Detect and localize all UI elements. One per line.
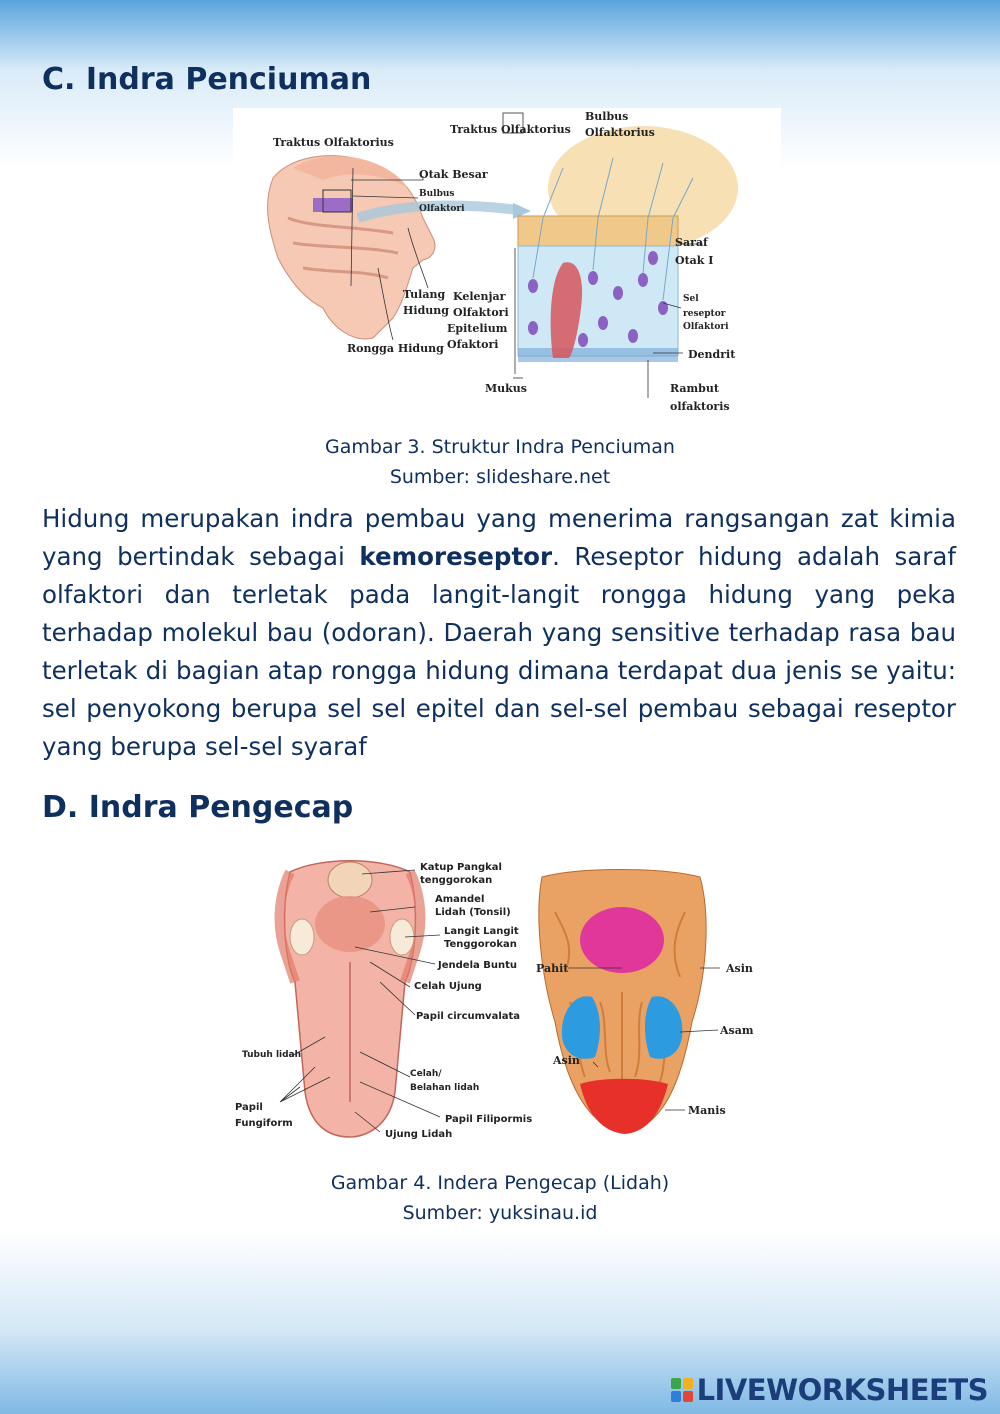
label-papil-fung-2: Fungiform: [235, 1118, 293, 1129]
label-kelenjar-2: Olfaktori: [453, 306, 509, 319]
label-katup-1: Katup Pangkal: [420, 862, 502, 873]
label-pahit: Pahit: [536, 962, 569, 975]
tongue-figure: [230, 852, 770, 1144]
label-epitel-1: Epitelium: [447, 322, 508, 335]
lingual-tonsil: [315, 896, 385, 952]
label-manis: Manis: [688, 1104, 726, 1117]
label-amandel-1: Amandel: [435, 894, 485, 905]
section-c-heading: C. Indra Penciuman: [42, 62, 372, 97]
liveworksheets-logo[interactable]: [671, 1372, 988, 1408]
olfactory-figure: [233, 108, 781, 418]
label-tulang-1: Tulang: [403, 288, 446, 301]
label-saraf-2: Otak I: [675, 254, 714, 267]
label-dendrit: Dendrit: [688, 348, 736, 361]
label-traktus-top: Traktus Olfaktorius: [450, 123, 571, 136]
epiglottis: [328, 862, 372, 898]
label-mukus: Mukus: [485, 382, 527, 395]
figure-3-caption: [0, 432, 1000, 492]
label-sel-3: Olfaktori: [683, 322, 729, 332]
paragraph-text-end: . Reseptor hidung adalah saraf olfaktori dan terletak pada langit-langit rongga hidung yang peka terhadap molekul bau (odoran). Daerah yang sensitive terhadap rasa bau terletak di bagian atap rongga hidung dimana terdapat dua jenis se yaitu: sel penyokong berupa sel sel epitel dan sel-sel pembau sebagai reseptor yang berupa sel-sel syaraf: [42, 542, 956, 761]
logo-icon: [671, 1378, 693, 1402]
olfactory-diagram: [233, 108, 781, 418]
label-sel-1: Sel: [683, 294, 699, 304]
label-bulbus-2: Olfaktori: [419, 204, 465, 214]
zone-manis: [580, 1079, 668, 1134]
label-papil-circ: Papil circumvalata: [416, 1011, 521, 1022]
label-katup-2: tenggorokan: [420, 875, 493, 886]
label-langit-2: Tenggorokan: [444, 939, 517, 950]
label-tulang-2: Hidung: [403, 304, 449, 317]
label-traktus-left: Traktus Olfaktorius: [273, 136, 394, 149]
label-rongga: Rongga Hidung: [347, 342, 444, 355]
palatine-tonsil-left: [290, 919, 314, 955]
label-saraf-1: Saraf: [675, 236, 708, 249]
label-bulbus-top-1: Bulbus: [585, 110, 629, 123]
label-kelenjar-1: Kelenjar: [453, 290, 506, 303]
paragraph-text-start: Hidung merupakan indra pembau yang menerima rangsangan zat kimia yang bertindak sebagai: [42, 504, 956, 571]
label-celah-ujung: Celah Ujung: [414, 981, 482, 992]
section-c-paragraph: [42, 500, 956, 766]
label-rambut-1: Rambut: [670, 382, 719, 395]
label-sel-2: reseptor: [683, 309, 726, 319]
tongue-diagram: [230, 852, 770, 1144]
label-jendela: Jendela Buntu: [438, 960, 517, 971]
label-amandel-2: Lidah (Tonsil): [435, 907, 511, 918]
label-ujung: Ujung Lidah: [385, 1129, 453, 1140]
figure-4-source: Sumber: yuksinau.id: [402, 1202, 598, 1224]
label-rambut-2: olfaktoris: [670, 400, 730, 413]
figure-3-source: Sumber: slideshare.net: [389, 466, 611, 488]
mucus-layer: [518, 348, 678, 362]
label-bulbus-top-2: Olfaktorius: [585, 126, 655, 139]
label-papil-fung-1: Papil: [235, 1102, 263, 1113]
figure-4-caption: [0, 1168, 1000, 1228]
label-celah-1: Celah/: [410, 1069, 442, 1079]
figure-4-title: Gambar 4. Indera Pengecap (Lidah): [330, 1172, 670, 1194]
olfactory-bulb-marker: [313, 198, 353, 212]
label-tubuh: Tubuh lidah: [242, 1050, 302, 1060]
label-epitel-2: Ofaktori: [447, 338, 499, 351]
label-bulbus-1: Bulbus: [419, 189, 455, 199]
label-asam: Asam: [720, 1024, 754, 1037]
logo-text: LIVEWORKSHEETS: [696, 1373, 988, 1407]
label-asin-right: Asin: [726, 962, 753, 975]
label-langit-1: Langit Langit: [444, 926, 519, 937]
label-otak-besar: Otak Besar: [419, 168, 488, 181]
label-asin-left: Asin: [553, 1054, 580, 1067]
label-celah-2: Belahan lidah: [410, 1083, 480, 1093]
section-d-heading: D. Indra Pengecap: [42, 790, 354, 825]
figure-3-title: Gambar 3. Struktur Indra Penciuman: [325, 436, 675, 458]
paragraph-keyword: kemoreseptor: [359, 542, 553, 571]
label-papil-fili: Papil Filipormis: [445, 1114, 533, 1125]
zone-pahit: [580, 907, 664, 973]
